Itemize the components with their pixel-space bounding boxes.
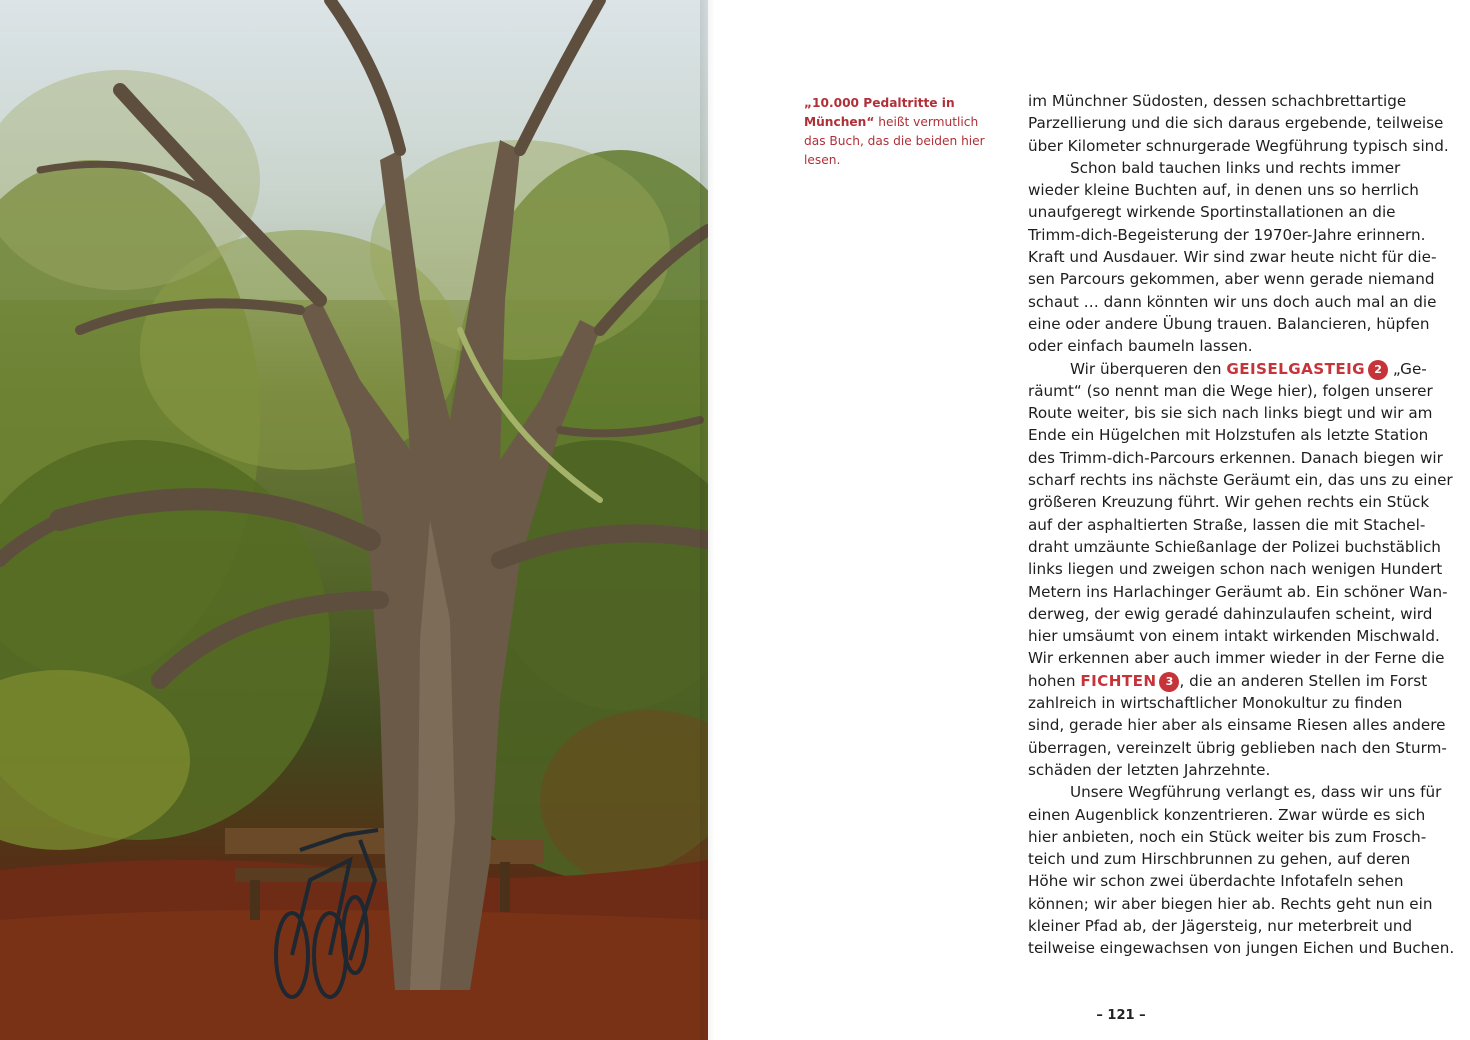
text-line: schäden der letzten Jahrzehnte. — [1028, 760, 1271, 779]
text-line: wieder kleine Buchten auf, in denen uns so herrlich — [1028, 181, 1419, 200]
text-line: Unsere Wegführung verlangt es, dass wir uns für — [1070, 783, 1442, 802]
text-line: sind, gerade hier aber als einsame Riesen alles andere — [1028, 716, 1446, 735]
text-line: auf der asphaltierten Straße, lassen die mit Stachel- — [1028, 515, 1426, 534]
text-line: einen Augenblick konzentrieren. Zwar würde es sich — [1028, 805, 1426, 824]
poi-fichten: FICHTEN — [1080, 671, 1157, 690]
page-gutter — [700, 0, 714, 1040]
text-line: Kraft und Ausdauer. Wir sind zwar heute nicht für die- — [1028, 248, 1437, 267]
page-number: – 121 – — [1096, 1008, 1146, 1023]
text-line-geiselgasteig — [1028, 358, 1448, 380]
text-line: Wir erkennen aber auch immer wieder in der Ferne die — [1028, 649, 1445, 668]
text-line: teilweise eingewachsen von jungen Eichen und Buchen. — [1028, 939, 1455, 958]
text-line: Route weiter, bis sie sich nach links biegt und wir am — [1028, 404, 1433, 423]
tree-photo — [0, 0, 708, 1040]
text-line: räumt“ (so nennt man die Wege hier), folgen unserer — [1028, 381, 1433, 400]
text-line: Schon bald tauchen links und rechts immer — [1070, 158, 1401, 177]
text-line: zahlreich in wirtschaftlicher Monokultur zu finden — [1028, 694, 1403, 713]
text-fragment: , die an anderen Stellen im Forst — [1179, 671, 1428, 690]
text-line: Höhe wir schon zwei überdachte Infotafeln sehen — [1028, 872, 1404, 891]
tree-illustration — [0, 0, 708, 1040]
text-line: kleiner Pfad ab, der Jägersteig, nur meterbreit und — [1028, 916, 1413, 935]
text-line: überragen, vereinzelt übrig geblieben nach den Sturm- — [1028, 738, 1447, 757]
text-line: derweg, der ewig geradé dahinzulaufen scheint, wird — [1028, 604, 1433, 623]
poi-marker-3: 3 — [1159, 672, 1179, 692]
caption-text: heißt vermutlich das Buch, das die beiden hier lesen. — [804, 115, 985, 167]
text-line: Ende ein Hügelchen mit Holzstufen als letzte Station — [1028, 426, 1429, 445]
text-line: Metern ins Harlachinger Geräumt ab. Ein schöner Wan- — [1028, 582, 1448, 601]
text-fragment: „Ge- — [1388, 359, 1427, 378]
caption-title: „10.000 Pedaltritte in München“ — [804, 96, 955, 129]
text-line: oder einfach baumeln lassen. — [1028, 337, 1253, 356]
body-text — [1028, 90, 1455, 960]
text-line: unaufgeregt wirkende Sportinstallationen an die — [1028, 203, 1396, 222]
text-line: hier anbieten, noch ein Stück weiter bis zum Frosch- — [1028, 827, 1427, 846]
text-fragment: hohen — [1028, 671, 1081, 690]
text-line: links liegen und zweigen schon nach wenigen Hundert — [1028, 560, 1443, 579]
text-line: scharf rechts ins nächste Geräumt ein, das uns zu einer — [1028, 471, 1453, 490]
text-line: schaut … dann könnten wir uns doch auch mal an die — [1028, 292, 1437, 311]
text-line: im Münchner Südosten, dessen schachbrettartige — [1028, 92, 1407, 110]
photo-caption — [804, 94, 994, 170]
text-line: größeren Kreuzung führt. Wir gehen rechts ein Stück — [1028, 493, 1430, 512]
text-line: hier umsäumt von einem intakt wirkenden Mischwald. — [1028, 627, 1440, 646]
poi-marker-2: 2 — [1368, 360, 1388, 380]
text-line: teich und zum Hirschbrunnen zu gehen, auf deren — [1028, 850, 1411, 869]
text-line: Trimm-dich-Begeisterung der 1970er-Jahre erinnern. — [1028, 225, 1426, 244]
text-fragment: Wir überqueren den — [1070, 359, 1227, 378]
text-line: über Kilometer schnurgerade Wegführung typisch sind. — [1028, 136, 1449, 155]
text-line: draht umzäunte Schießanlage der Polizei buchstäblich — [1028, 537, 1441, 556]
text-line: des Trimm-dich-Parcours erkennen. Danach biegen wir — [1028, 448, 1443, 467]
text-line: sen Parcours gekommen, aber wenn gerade niemand — [1028, 270, 1435, 289]
poi-geiselgasteig: GEISELGASTEIG — [1226, 359, 1366, 378]
text-line: können; wir aber biegen hier ab. Rechts geht nun ein — [1028, 894, 1433, 913]
text-line-fichten — [1028, 670, 1448, 692]
text-line: eine oder andere Übung trauen. Balancieren, hüpfen — [1028, 314, 1430, 333]
text-line: Parzellierung und die sich daraus ergebende, teilweise — [1028, 114, 1444, 133]
